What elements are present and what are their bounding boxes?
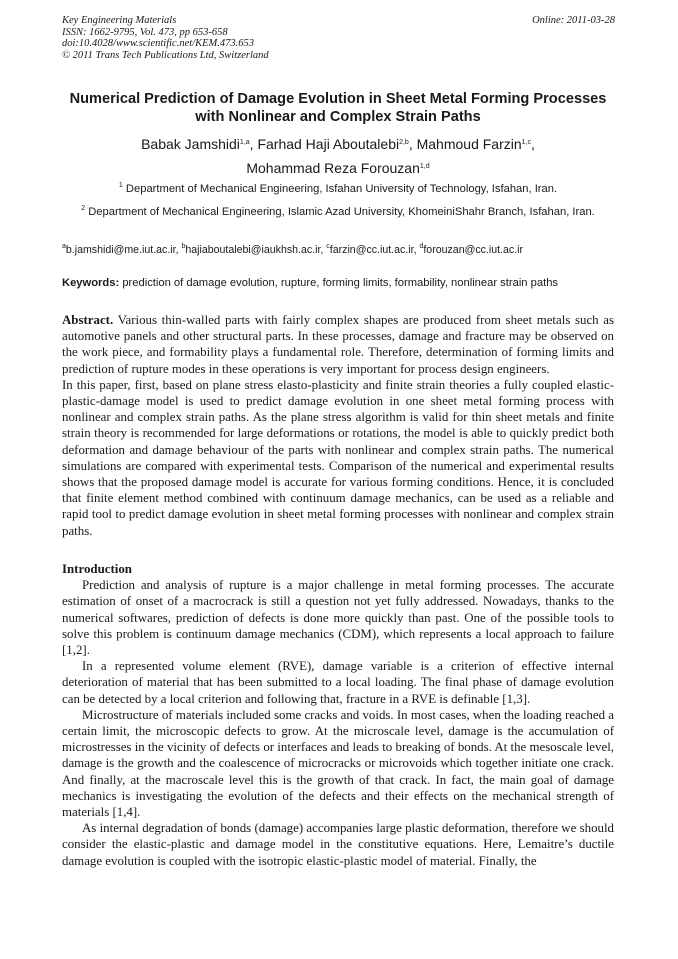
email-sep: , <box>413 244 420 256</box>
author-sup: 1,c <box>521 139 531 146</box>
journal-issn: ISSN: 1662-9795, Vol. 473, pp 653-658 <box>62 26 228 38</box>
author-sup: 2,b <box>399 139 409 146</box>
journal-doi[interactable]: doi:10.4028/www.scientific.net/KEM.473.653 <box>62 38 254 49</box>
email-sup: c <box>326 243 330 250</box>
introduction-section <box>62 561 614 869</box>
author-line-2 <box>62 156 614 180</box>
author-name: Farhad Haji Aboutalebi <box>257 136 400 152</box>
intro-paragraph: Prediction and analysis of rupture is a major challenge in metal forming processes. The accurate estimation of onset of a macrocrack is still a question not yet fully addressed. Nowadays, thanks to the numerical softwares, prediction of defects is done more quickly than past. One of the possible tools to solve this problem is continuum damage mechanics (CDM), which represents a local approach to failure [1,2]. <box>62 578 614 658</box>
email-sup: a <box>62 243 66 250</box>
abstract-label: Abstract. <box>62 313 114 327</box>
author-sep: , <box>408 136 417 152</box>
author-name: Mahmoud Farzin <box>416 136 522 152</box>
author-name: Babak Jamshidi <box>141 136 240 152</box>
email-link[interactable]: farzin@cc.iut.ac.ir <box>329 244 414 256</box>
affiliation-2 <box>62 205 614 220</box>
affiliation-num: 1 <box>118 182 123 189</box>
abstract <box>62 312 614 539</box>
intro-paragraph: Microstructure of materials included some cracks and voids. In most cases, when the loading reached a certain limit, the microscopic defects to grow. At the microscale level, damage is the accumulation of microstresses in the vicinity of defects or interfaces and leads to breaking of bonds. At the mesoscale level, damage is the growth and the coalescence of microcracks or microvoids which together initiate one crack. And finally, at the macroscale level this is the growth of that crack. In fact, the main goal of damage mechanics is investigating the evolution of the defects and their effects on the mechanical strength of materials [1,4]. <box>62 707 614 820</box>
abstract-paragraph-2: In this paper, first, based on plane stress elasto-plasticity and finite strain theories a fully coupled elastic-plastic-damage model is used to predict damage evolution in one sheet metal forming process with nonlinear and complex strain paths. As the plane stress algorithm is valid for thin sheet metals and finite strain theory is recommended for large deformations or rotations, the model is able to quickly predict both deformation and damage behaviour of the parts with nonlinear and complex strain paths. The numerical simulations are compared with experimental tests. Comparison of the numerical and experimental results shows that the proposed damage model is accurate for various forming conditions. Hence, it is concluded that finite element method combined with continuum damage mechanics, can be used as a reliable and rapid tool to predict damage evolution in sheet metal forming processes with nonlinear and complex strain paths. <box>62 377 614 538</box>
author-sep: , <box>249 136 258 152</box>
journal-name: Key Engineering Materials <box>62 15 177 26</box>
section-heading <box>62 561 614 577</box>
author-sup: 1,a <box>239 139 250 146</box>
email-link[interactable]: b.jamshidi@me.iut.ac.ir <box>65 244 176 256</box>
paper-title: Numerical Prediction of Damage Evolution in Sheet Metal Forming Processes with Nonlinear and Complex Strain Paths <box>69 91 607 125</box>
abstract-paragraph-1 <box>62 312 614 377</box>
email-sep: , <box>320 244 327 256</box>
intro-paragraph: In a represented volume element (RVE), damage variable is a criterion of effective internal deterioration of material that has been submitted to a local loading. The final phase of damage evolution can be detected by a local criterion and following that, fracture in a RVE is definable [1,3]. <box>62 659 614 706</box>
keywords-label: Keywords: <box>62 277 120 289</box>
keywords <box>62 276 614 291</box>
journal-header <box>62 15 269 61</box>
author-sep: , <box>531 136 535 152</box>
affiliation-num: 2 <box>81 205 86 212</box>
introduction-heading: Introduction <box>62 562 132 576</box>
email-link[interactable]: hajiaboutalebi@iaukhsh.ac.ir <box>185 244 321 256</box>
keywords-text: prediction of damage evolution, rupture, forming limits, formability, nonlinear strain paths <box>122 277 559 289</box>
email-sup: b <box>181 243 186 250</box>
intro-paragraph: As internal degradation of bonds (damage) accompanies large plastic deformation, therefore we should consider the elastic-plastic and damage model in the constitutive equations. Here, Lemaitre’s ductile damage evolution is coupled with the isotropic elastic-plastic model of material. Finally, the <box>62 821 614 868</box>
author-list <box>62 132 614 180</box>
journal-copyright: © 2011 Trans Tech Publications Ltd, Switzerland <box>62 49 269 61</box>
email-sep: , <box>175 244 182 256</box>
abstract-text: Various thin-walled parts with fairly complex shapes are produced from sheet metals such as automotive panels and other structural parts. In these processes, damage and fracture may be observed on the work piece, and formability plays a fundamental role. Therefore, determination of forming limits and prediction of rupture modes in these operations is very important for process design engineers. <box>62 313 614 376</box>
affiliation-text: Department of Mechanical Engineering, Islamic Azad University, KhomeiniShahr Branch, Isfahan, Iran. <box>88 206 595 218</box>
email-link[interactable]: forouzan@cc.iut.ac.ir <box>423 244 524 256</box>
affiliation-text: Department of Mechanical Engineering, Isfahan University of Technology, Isfahan, Iran. <box>125 183 558 195</box>
affiliation-1 <box>62 182 614 197</box>
author-name: Mohammad Reza Forouzan <box>246 160 420 176</box>
online-date: Online: 2011-03-28 <box>532 15 615 26</box>
author-line-1 <box>62 132 614 156</box>
author-sup: 1,d <box>419 163 430 170</box>
email-sup: d <box>419 243 424 250</box>
email-list <box>62 243 614 257</box>
